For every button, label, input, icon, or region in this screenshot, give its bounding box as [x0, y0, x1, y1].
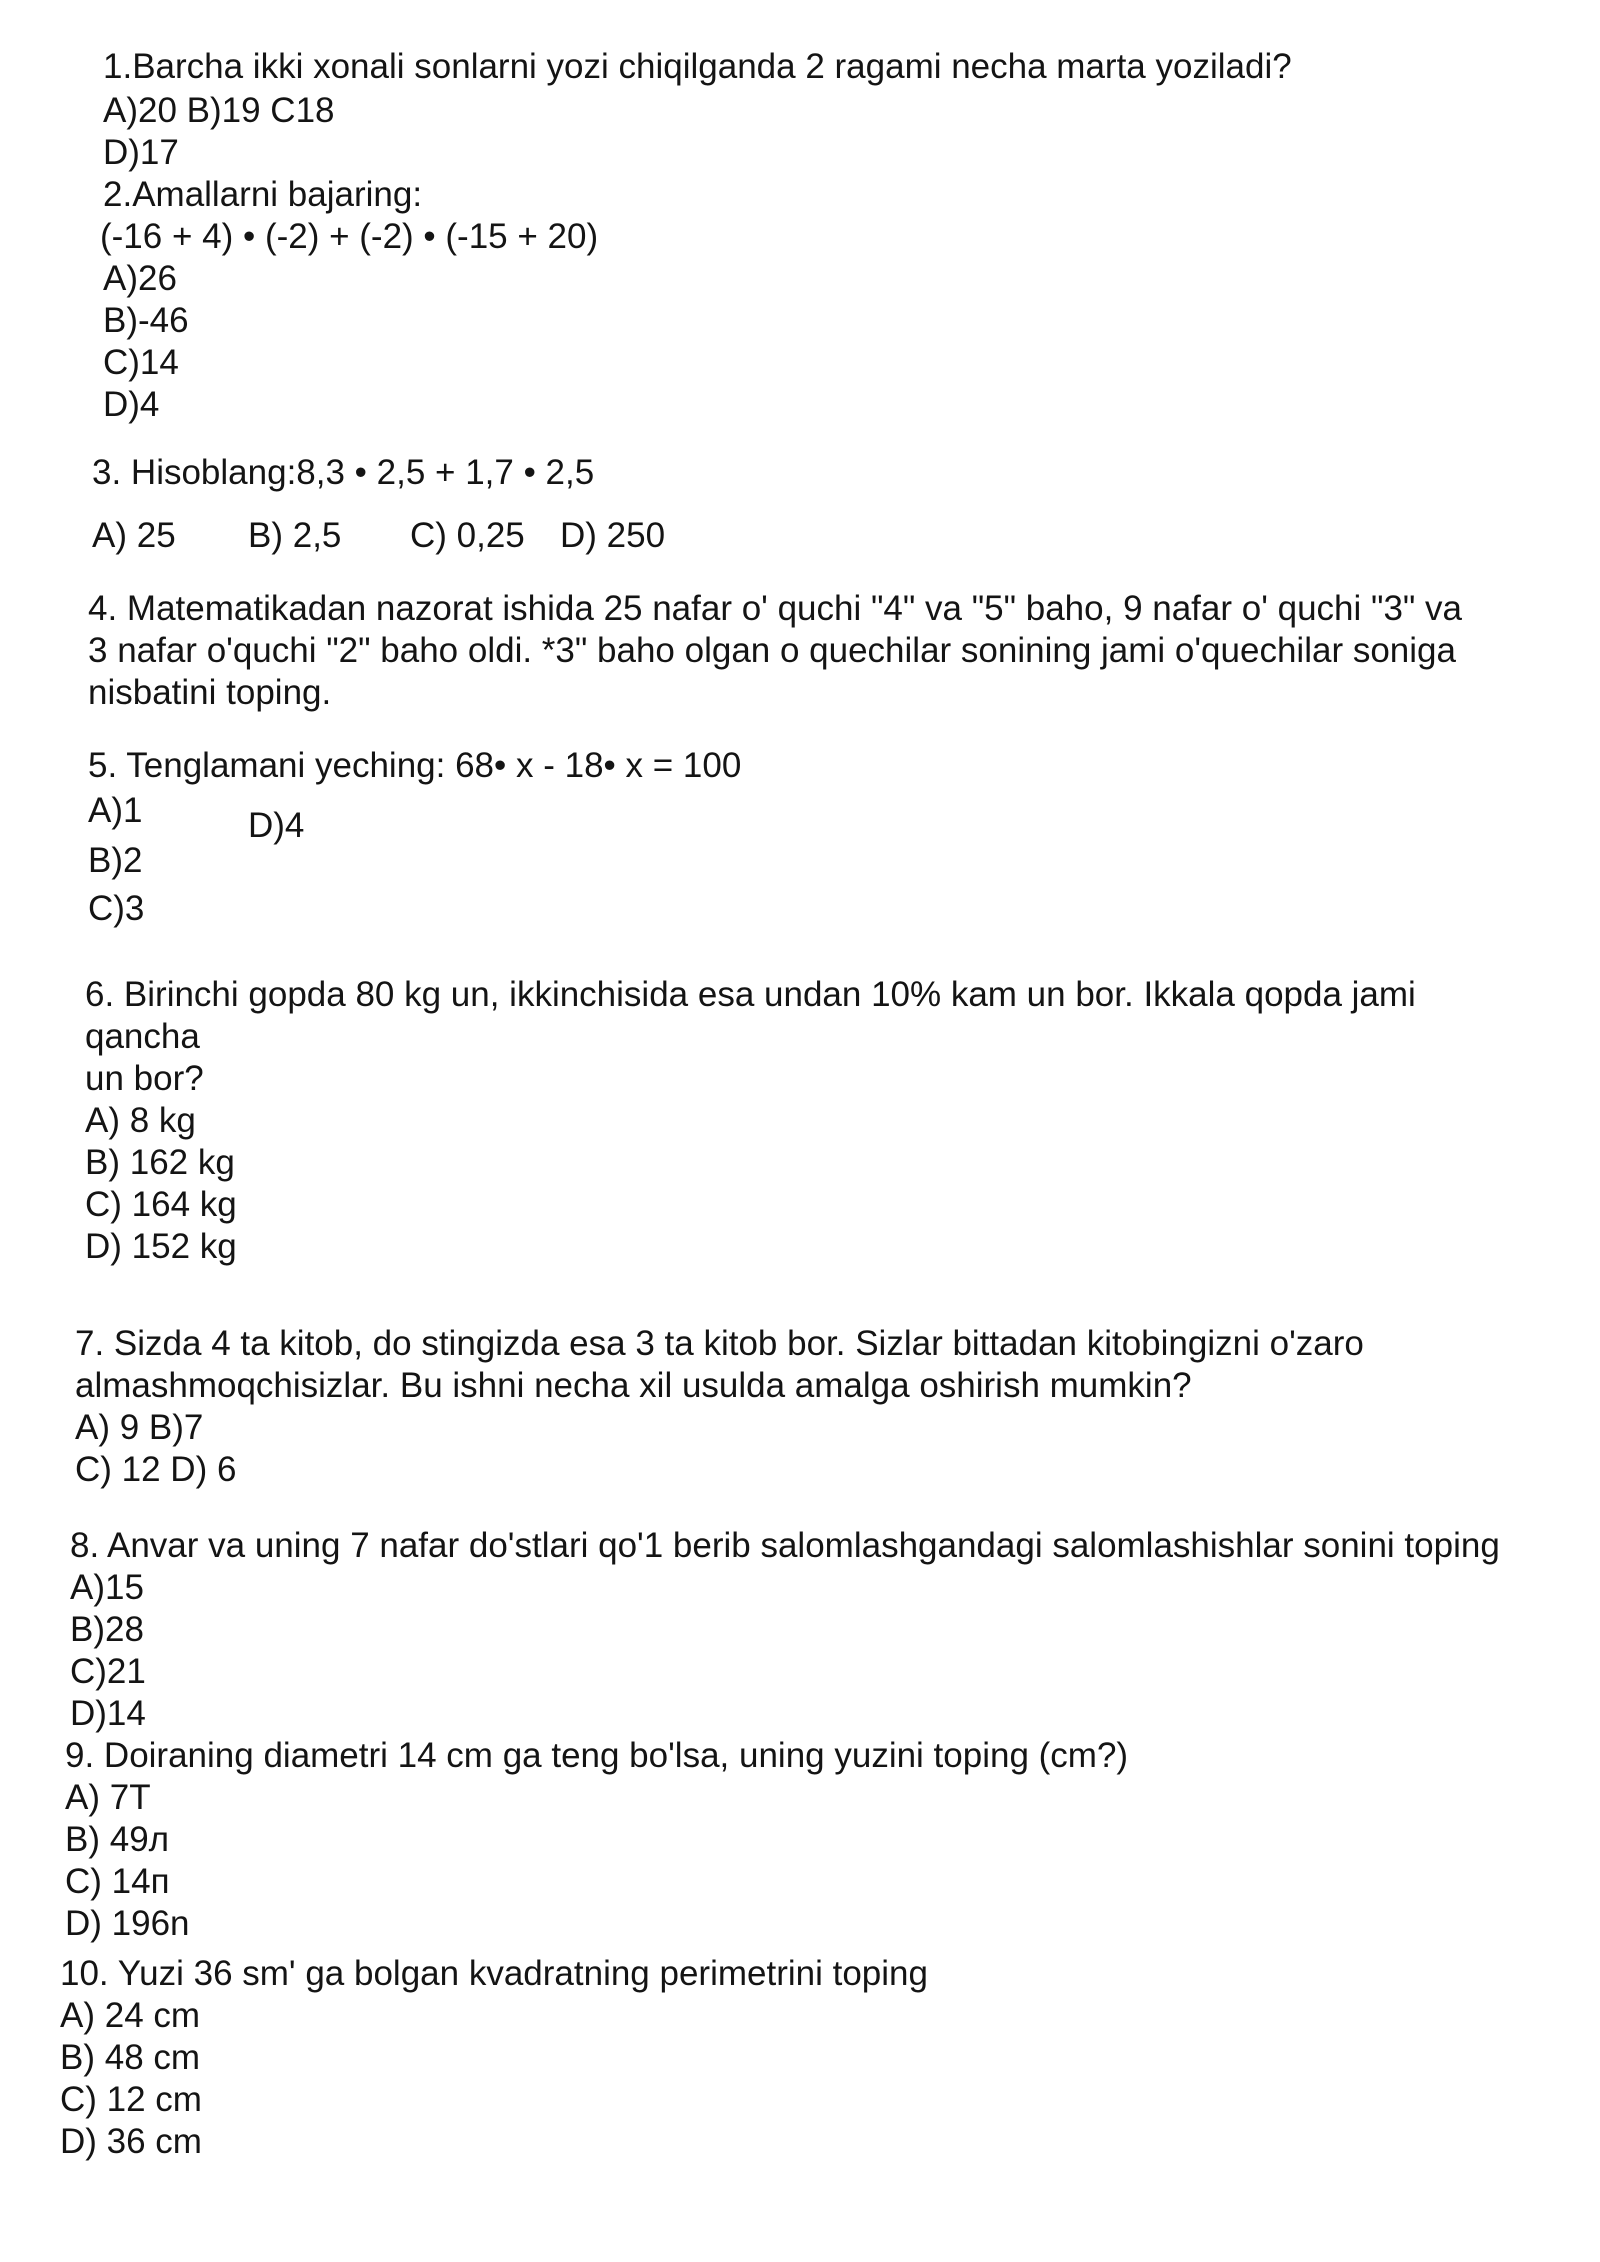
answer-option-a: A) 24 cm: [60, 1996, 201, 2035]
answer-option-d: D) 152 kg: [85, 1227, 237, 1266]
answer-option-d: D) 250: [560, 516, 666, 555]
answer-option-b: B) 49л: [65, 1820, 170, 1859]
answer-option-a: A)26: [103, 259, 177, 298]
question-text: 3. Hisoblang:8,3 • 2,5 + 1,7 • 2,5: [92, 453, 595, 492]
answer-option-b: B)28: [70, 1610, 144, 1649]
answer-option-d: D) 36 cm: [60, 2122, 202, 2161]
answer-option-c: C) 164 kg: [85, 1185, 237, 1224]
question-text: 9. Doiraning diametri 14 cm ga teng bo'lsa, uning yuzini toping (cm?): [65, 1736, 1129, 1775]
question-text: 5. Tenglamani yeching: 68• x - 18• x = 100: [88, 746, 742, 785]
answer-option-c: C)14: [103, 343, 179, 382]
question-text: un bor?: [85, 1059, 204, 1098]
answer-option-b: B)-46: [103, 301, 189, 340]
answer-option-b: B) 48 cm: [60, 2038, 201, 2077]
question-text: 2.Amallarni bajaring:: [103, 175, 423, 214]
answer-option-a: A)15: [70, 1568, 144, 1607]
question-text: 4. Matematikadan nazorat ishida 25 nafar o' quchi "4" va "5" baho, 9 nafar o' quchi "3" va: [88, 589, 1463, 628]
question-text: 3 nafar o'quchi "2" baho oldi. *3" baho olgan o quechilar sonining jami o'quechilar soniga: [88, 631, 1456, 670]
question-text: 10. Yuzi 36 sm' ga bolgan kvadratning perimetrini toping: [60, 1954, 928, 1993]
answer-options: A)20 B)19 C18: [103, 91, 335, 130]
answer-option-c: C) 14п: [65, 1862, 170, 1901]
answer-options: A) 9 B)7: [75, 1408, 204, 1447]
question-text: 1.Barcha ikki xonali sonlarni yozi chiqilganda 2 ragami necha marta yoziladi?: [103, 47, 1292, 86]
answer-option-b: B) 162 kg: [85, 1143, 235, 1182]
answer-option-a: A)1: [88, 791, 143, 830]
question-text: 8. Anvar va uning 7 nafar do'stlari qo'1 berib salomlashgandagi salomlashishlar sonini toping: [70, 1526, 1500, 1565]
answer-option-a: A) 7T: [65, 1778, 151, 1817]
answer-option-d: D)4: [103, 385, 160, 424]
answer-option-d: D)17: [103, 133, 179, 172]
answer-option-d: D)14: [70, 1694, 146, 1733]
answer-option-b: B) 2,5: [248, 516, 342, 555]
answer-option-d: D) 196n: [65, 1904, 190, 1943]
question-text: nisbatini toping.: [88, 673, 332, 712]
answer-option-c: C) 0,25: [410, 516, 525, 555]
answer-options: C) 12 D) 6: [75, 1450, 237, 1489]
answer-option-a: A) 8 kg: [85, 1101, 196, 1140]
answer-option-c: C) 12 cm: [60, 2080, 202, 2119]
question-text: qancha: [85, 1017, 200, 1056]
question-text: almashmoqchisizlar. Bu ishni necha xil usulda amalga oshirish mumkin?: [75, 1366, 1192, 1405]
answer-option-a: A) 25: [92, 516, 176, 555]
question-text: 7. Sizda 4 ta kitob, do stingizda esa 3 ta kitob bor. Sizlar bittadan kitobingizni o'zaro: [75, 1324, 1364, 1363]
answer-option-b: B)2: [88, 841, 143, 880]
answer-option-d: D)4: [248, 806, 305, 845]
answer-option-c: C)21: [70, 1652, 146, 1691]
answer-option-c: C)3: [88, 889, 145, 928]
question-text: 6. Birinchi gopda 80 kg un, ikkinchisida esa undan 10% kam un bor. Ikkala qopda jami: [85, 975, 1416, 1014]
expression: (-16 + 4) • (-2) + (-2) • (-15 + 20): [100, 217, 599, 256]
